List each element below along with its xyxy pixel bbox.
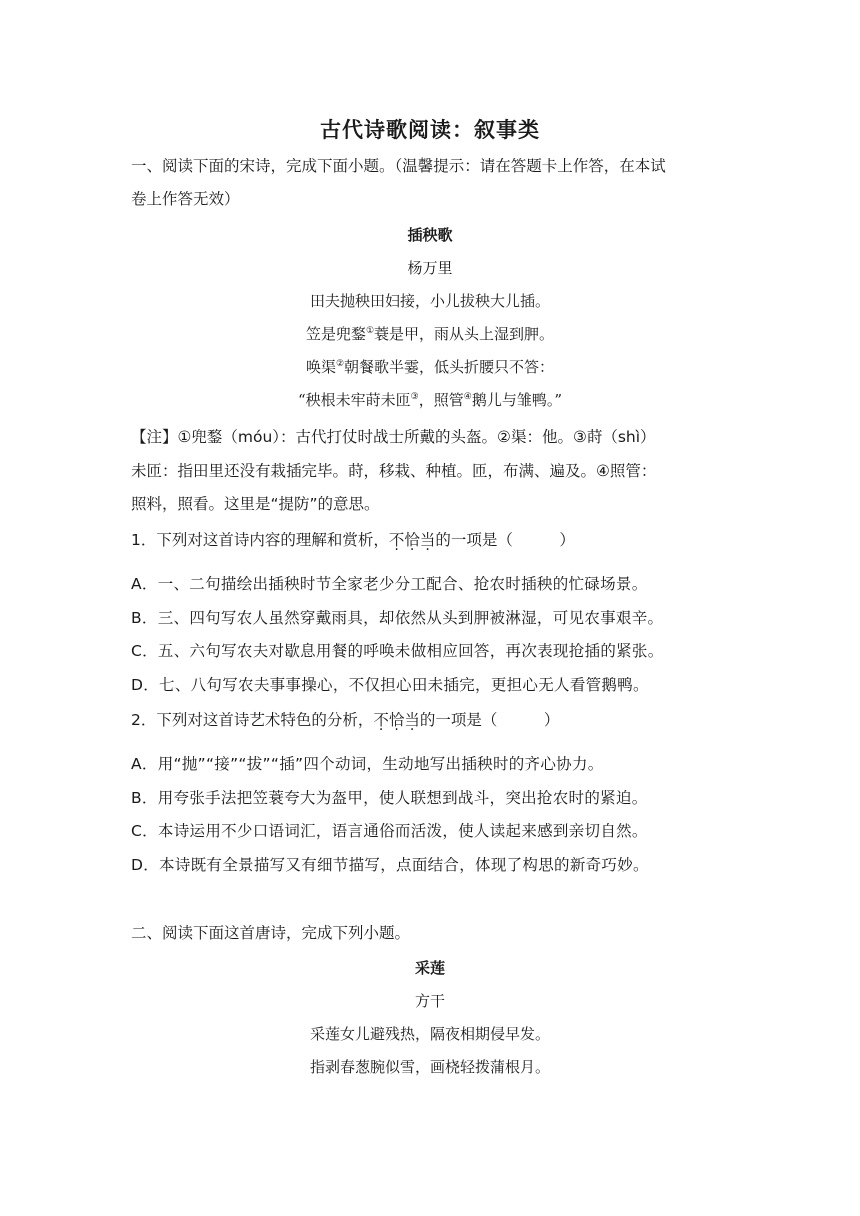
emphasis-char: 当 — [419, 531, 436, 549]
section1-intro-line2: 卷上作答无效） — [131, 190, 240, 208]
question-1-option-a[interactable]: A．一、二句描绘出插秧时节全家老少分工配合、抢农时插秧的忙碌场景。 — [131, 575, 648, 593]
question-2-prefix: 2．下列对这首诗艺术特色的分析， — [131, 711, 374, 729]
poem1-line2-part-b: 蓑是甲，雨从头上湿到胛。 — [374, 325, 555, 343]
emphasis-char: 当 — [404, 711, 420, 729]
note-line2: 未匝：指田里还没有栽插完毕。莳，移栽、种植。匝，布满、遍及。④照管： — [131, 462, 657, 480]
question-1-prefix: 1．下列对这首诗内容的理解和赏析， — [131, 531, 389, 549]
poem1-line3-part-a: 唤渠 — [305, 358, 336, 376]
emphasis-char: 恰 — [404, 531, 420, 549]
poem1-line3 — [0, 355, 860, 379]
poem2-title: 采莲 — [414, 959, 445, 977]
poem2-line2: 指剥春葱腕似雪，画桡轻拨蒲根月。 — [309, 1058, 550, 1076]
emphasis-char: 恰 — [388, 711, 405, 729]
poem1-line4-part-c: 鹅儿与雏鸭。” — [471, 391, 562, 409]
poem1-line1: 田夫抛秧田妇接，小儿拔秧大儿插。 — [309, 292, 550, 310]
question-1-option-c[interactable]: C．五、六句写农夫对歇息用餐的呼唤未做相应回答，再次表现抢插的紧张。 — [131, 642, 664, 660]
poem1-line4-part-a: “秧根未牢莳未匝 — [297, 391, 411, 409]
poem1-line4-part-b: ，照管 — [418, 391, 464, 409]
poem2-line1: 采莲女儿避残热，隔夜相期侵早发。 — [309, 1025, 550, 1043]
poem1-author: 杨万里 — [407, 259, 453, 277]
question-2-option-d[interactable]: D．本诗既有全景描写又有细节描写，点面结合，体现了构思的新奇巧妙。 — [131, 856, 649, 874]
poem2-author: 方干 — [414, 992, 445, 1010]
question-2-option-c[interactable]: C．本诗运用不少口语词汇，语言通俗而活泼，使人读起来感到亲切自然。 — [131, 822, 648, 840]
question-1-option-d[interactable]: D．七、八句写农夫事事操心，不仅担心田未插完，更担心无人看管鹅鸭。 — [131, 676, 649, 694]
footnote-marker: ④ — [463, 392, 472, 402]
question-1-stem — [131, 528, 575, 552]
section1-intro-line1: 一、阅读下面的宋诗，完成下面小题。（温馨提示：请在答题卡上作答，在本试 — [131, 157, 666, 175]
footnote-marker: ③ — [410, 392, 419, 402]
poem1-line4 — [0, 388, 860, 412]
footnote-marker: ① — [365, 326, 375, 336]
note-line1: 【注】①兜鍪（móu）：古代打仗时战士所戴的头盔。②渠：他。③莳（shì） — [131, 428, 656, 446]
question-2-option-a[interactable]: A．用“抛”“接”“拔”“插”四个动词，生动地写出插秧时的齐心协力。 — [131, 755, 604, 773]
poem1-title: 插秧歌 — [407, 226, 453, 244]
document-title: 古代诗歌阅读：叙事类 — [320, 118, 540, 142]
section2-intro: 二、阅读下面这首唐诗，完成下列小题。 — [131, 924, 411, 942]
emphasis-char: 不 — [373, 711, 389, 729]
question-2-suffix: 的一项是（ ） — [419, 711, 560, 729]
question-1-option-b[interactable]: B．三、四句写农人虽然穿戴雨具，却依然从头到胛被淋湿，可见农事艰辛。 — [131, 609, 664, 627]
note-line3: 照料，照看。这里是“提防”的意思。 — [131, 495, 380, 513]
poem1-line3-part-b: 朝餐歌半霎，低头折腰只不答： — [344, 358, 555, 376]
emphasis-char: 不 — [388, 531, 405, 549]
question-2-option-b[interactable]: B．用夸张手法把笠蓑夸大为盔甲，使人联想到战斗，突出抢农时的紧迫。 — [131, 789, 648, 807]
question-1-suffix: 的一项是（ ） — [435, 531, 575, 549]
poem1-line2 — [0, 322, 860, 346]
footnote-marker: ② — [335, 359, 345, 369]
question-2-stem — [131, 708, 559, 732]
poem1-line2-part-a: 笠是兜鍪 — [305, 325, 366, 343]
